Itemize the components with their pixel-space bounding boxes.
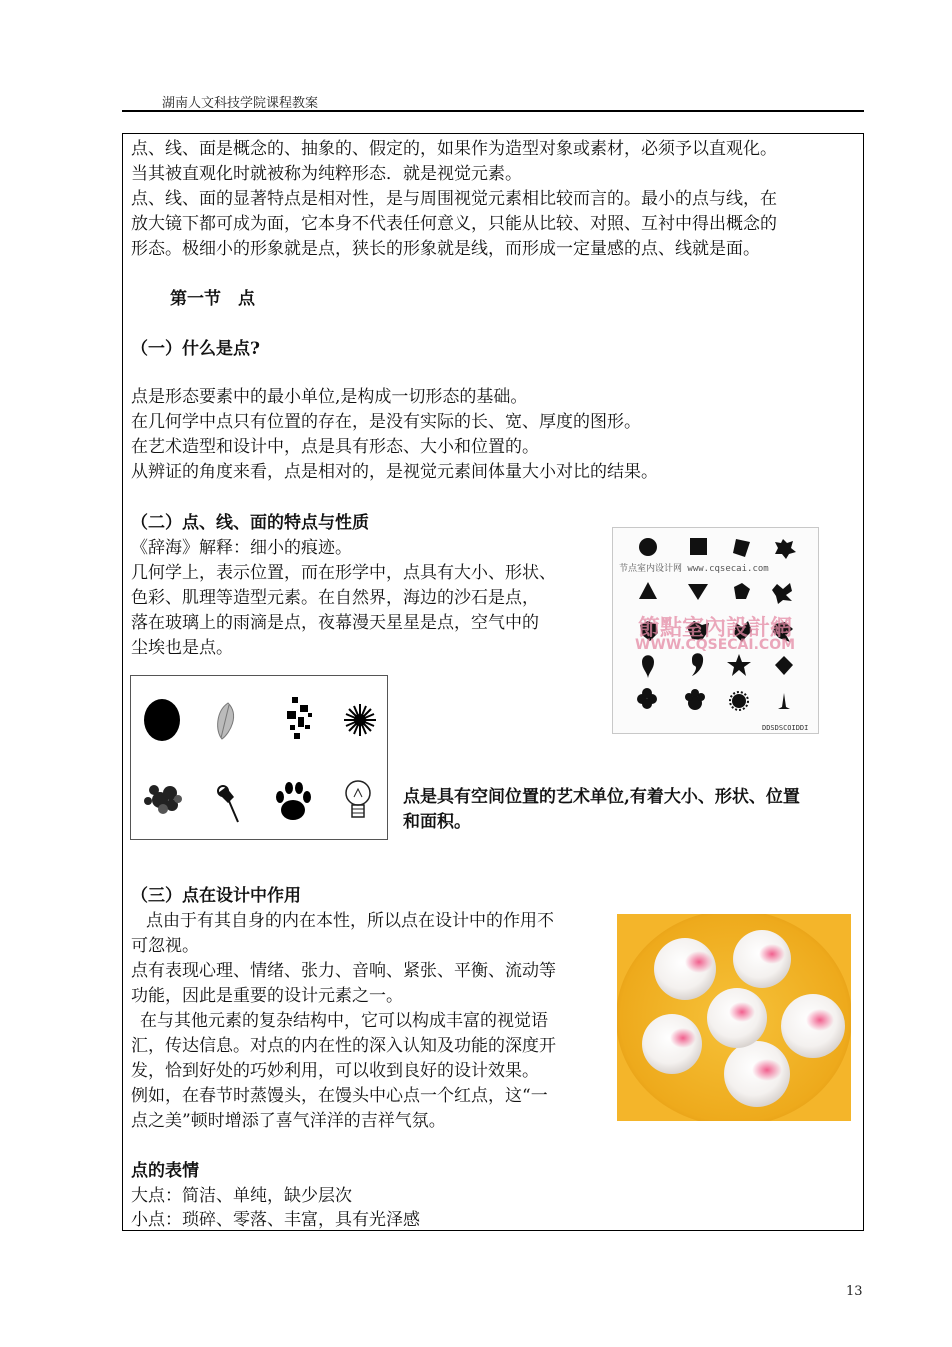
body-line: 从辨证的角度来看，点是相对的，是视觉元素间体量大小对比的结果。 <box>131 462 658 482</box>
intro-line: 放大镜下都可成为面，它本身不代表任何意义，只能从比较、对照、互衬中得出概念的 <box>131 214 777 234</box>
subsection-title: （三）点在设计中作用 <box>131 886 301 906</box>
body-line: 落在玻璃上的雨滴是点，夜幕漫天星星是点，空气中的 <box>131 613 539 633</box>
figure-header-text: 节点室内设计网 www.cqsecai.com <box>619 564 769 574</box>
body-line: 汇，传达信息。对点的内在性的深入认知及功能的深度开 <box>131 1036 556 1056</box>
body-line: 几何学上，表示位置，而在形学中，点具有大小、形状、 <box>131 563 556 583</box>
subsection-title: （二）点、线、面的特点与性质 <box>131 513 369 533</box>
body-line: 《辞海》解释：细小的痕迹。 <box>131 538 352 558</box>
shapes-figure <box>612 527 819 734</box>
intro-line: 点、线、面是概念的、抽象的、假定的，如果作为造型对象或素材，必须予以直观化。 <box>131 139 777 159</box>
body-line: 在几何学中点只有位置的存在，是没有实际的长、宽、厚度的图形。 <box>131 412 641 432</box>
body-line: 例如，在春节时蒸馒头，在馒头中心点一个红点，这“一 <box>131 1086 548 1106</box>
header-title: 湖南人文科技学院课程教案 <box>162 96 319 111</box>
body-line: 点有表现心理、情绪、张力、音响、紧张、平衡、流动等 <box>131 961 556 981</box>
body-line: 尘埃也是点。 <box>131 638 233 658</box>
body-line: 点是形态要素中的最小单位,是构成一切形态的基础。 <box>131 387 528 407</box>
header-rule <box>122 110 864 112</box>
page-number: 13 <box>846 1284 863 1299</box>
body-line: 发，恰到好处的巧妙利用，可以收到良好的设计效果。 <box>131 1061 539 1081</box>
subsection-title: 点的表情 <box>131 1161 199 1181</box>
figure-caption: 和面积。 <box>403 812 471 832</box>
peach-buns-photo <box>617 914 851 1121</box>
intro-line: 当其被直观化时就被称为纯粹形态．就是视觉元素。 <box>131 164 522 184</box>
body-line: 色彩、肌理等造型元素。在自然界，海边的沙石是点， <box>131 588 539 608</box>
figure-caption: 点是具有空间位置的艺术单位,有着大小、形状、位置 <box>403 787 800 807</box>
section-title: 第一节 点 <box>170 289 255 309</box>
body-line: 在与其他元素的复杂结构中，它可以构成丰富的视觉语 <box>140 1011 548 1031</box>
dot-examples-figure <box>130 675 388 840</box>
intro-line: 形态。极细小的形象就是点，狭长的形象就是线，而形成一定量感的点、线就是面。 <box>131 239 760 259</box>
body-line: 大点：简洁、单纯，缺少层次 <box>131 1186 352 1206</box>
body-line: 点由于有其自身的内在本性，所以点在设计中的作用不 <box>146 911 554 931</box>
body-line: 在艺术造型和设计中，点是具有形态、大小和位置的。 <box>131 437 539 457</box>
body-line: 小点：琐碎、零落、丰富，具有光泽感 <box>131 1210 420 1230</box>
watermark-url: WWW.CQSECAI.COM <box>634 637 796 653</box>
intro-line: 点、线、面的显著特点是相对性，是与周围视觉元素相比较而言的。最小的点与线，在 <box>131 189 777 209</box>
figure-footer-text: DDSDSCOIDDI <box>762 724 809 732</box>
watermark-text: 節點室內設計網 <box>637 616 793 641</box>
subsection-title: （一）什么是点? <box>131 339 260 359</box>
body-line: 点之美”顿时增添了喜气洋洋的吉祥气氛。 <box>131 1111 446 1131</box>
body-line: 可忽视。 <box>131 936 199 956</box>
body-line: 功能，因此是重要的设计元素之一。 <box>131 986 403 1006</box>
